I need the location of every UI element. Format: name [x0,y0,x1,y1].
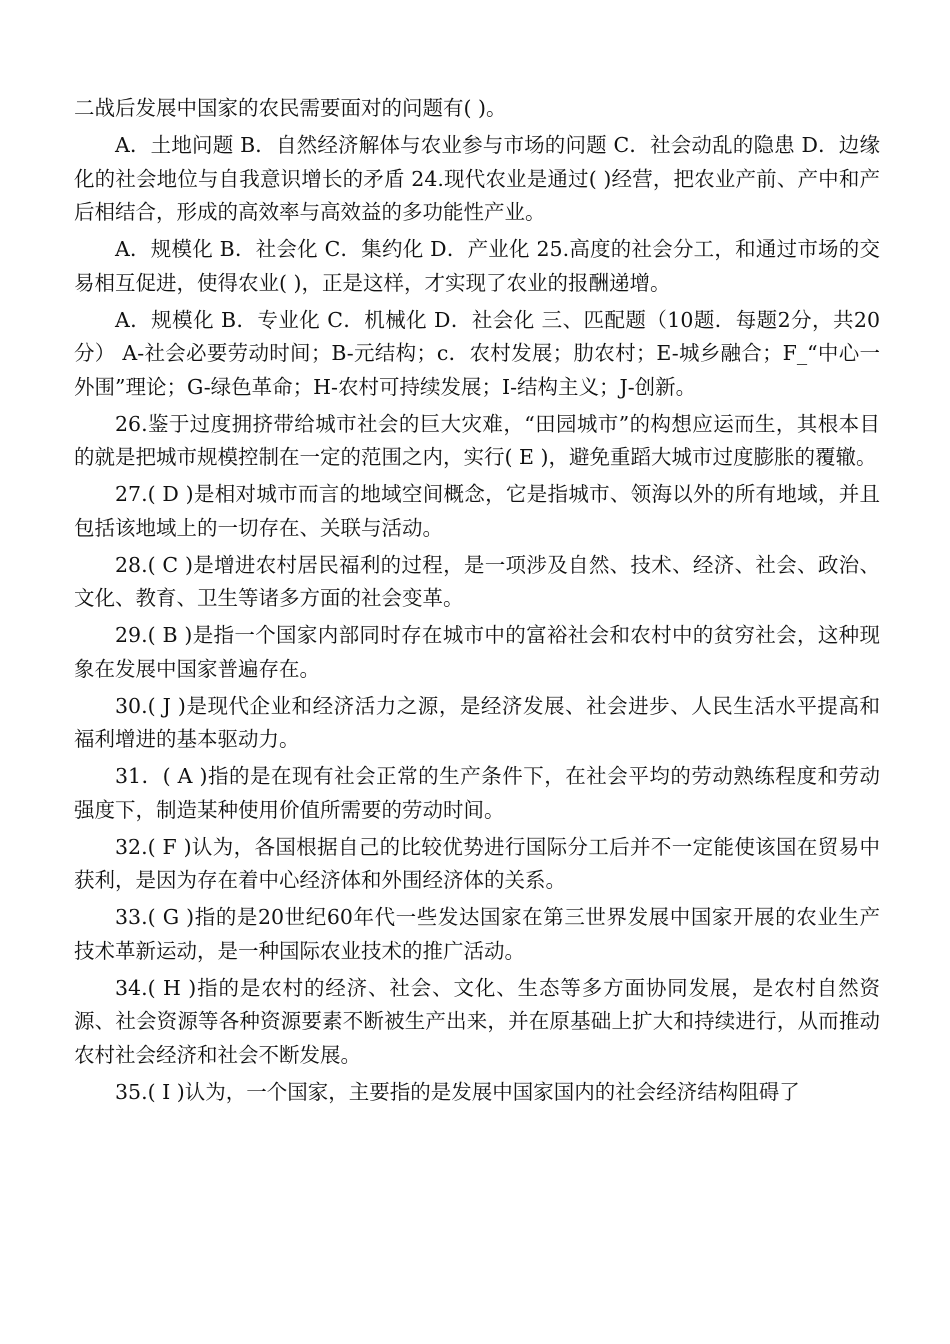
paragraph-question-33: 33.( G )指的是20世纪60年代一些发达国家在第三世界发展中国家开展的农业生产技术革新运动，是一种国际农业技术的推广活动。 [74,905,880,963]
paragraph-question-35: 35.( I )认为，一个国家，主要指的是发展中国家国内的社会经济结构阻碍了 [115,1079,800,1104]
paragraph-question-26: 26.鉴于过度拥挤带给城市社会的巨大灾难，“田园城市”的构想应运而生，其根本目的就是把城市规模控制在一定的范围之内，实行( E )，避免重蹈大城市过度膨胀的覆辙。 [74,411,880,469]
paragraph-options-25-and-matching-section: A．规模化 B．专业化 C．机械化 D．社会化 三、匹配题（10题．每题2分，共20分） A-社会必要劳动时间；B-元结构；c．农村发展；肋农村；E-城乡融合；F_“中心一外围”理论；G-绿色革命；H-农村可持续发展；I-结构主义；J-创新。 [74,307,880,399]
paragraph-question-34: 34.( H )指的是农村的经济、社会、文化、生态等多方面协同发展，是农村自然资源、社会资源等各种资源要素不断被生产出来，并在原基础上扩大和持续进行，从而推动农村社会经济和社会不断发展。 [74,975,880,1067]
paragraph-question-30: 30.( J )是现代企业和经济活力之源，是经济发展、社会进步、人民生活水平提高和福利增进的基本驱动力。 [74,693,880,751]
paragraph-question-28: 28.( C )是增进农村居民福利的过程，是一项涉及自然、技术、经济、社会、政治、文化、教育、卫生等诸多方面的社会变革。 [74,552,880,610]
document-page [74,92,880,1113]
paragraph-question-31: 31．( A )指的是在现有社会正常的生产条件下，在社会平均的劳动熟练程度和劳动强度下，制造某种使用价值所需要的劳动时间。 [74,764,880,822]
paragraph-question-23-stem: 二战后发展中国家的农民需要面对的问题有( )。 [74,96,507,120]
paragraph-question-29: 29.( B )是指一个国家内部同时存在城市中的富裕社会和农村中的贫穷社会，这种现象在发展中国家普遍存在。 [74,623,880,681]
paragraph-options-23-and-question-24: A．土地问题 B．自然经济解体与农业参与市场的问题 C．社会动乱的隐患 D．边缘化的社会地位与自我意识增长的矛盾 24.现代农业是通过( )经营，把农业产前、产中和产后相结合，形成的高效率与高效益的多功能性产业。 [74,133,880,224]
paragraph-question-27: 27.( D )是相对城市而言的地域空间概念，它是指城市、领海以外的所有地域，并且包括该地域上的一切存在、关联与活动。 [74,482,880,540]
paragraph-question-32: 32.( F )认为，各国根据自己的比较优势进行国际分工后并不一定能使该国在贸易中获利，是因为存在着中心经济体和外围经济体的关系。 [74,834,880,892]
paragraph-options-24-and-question-25: A．规模化 B．社会化 C．集约化 D．产业化 25.高度的社会分工，和通过市场的交易相互促进，使得农业( )，正是这样，才实现了农业的报酬递增。 [74,237,880,295]
